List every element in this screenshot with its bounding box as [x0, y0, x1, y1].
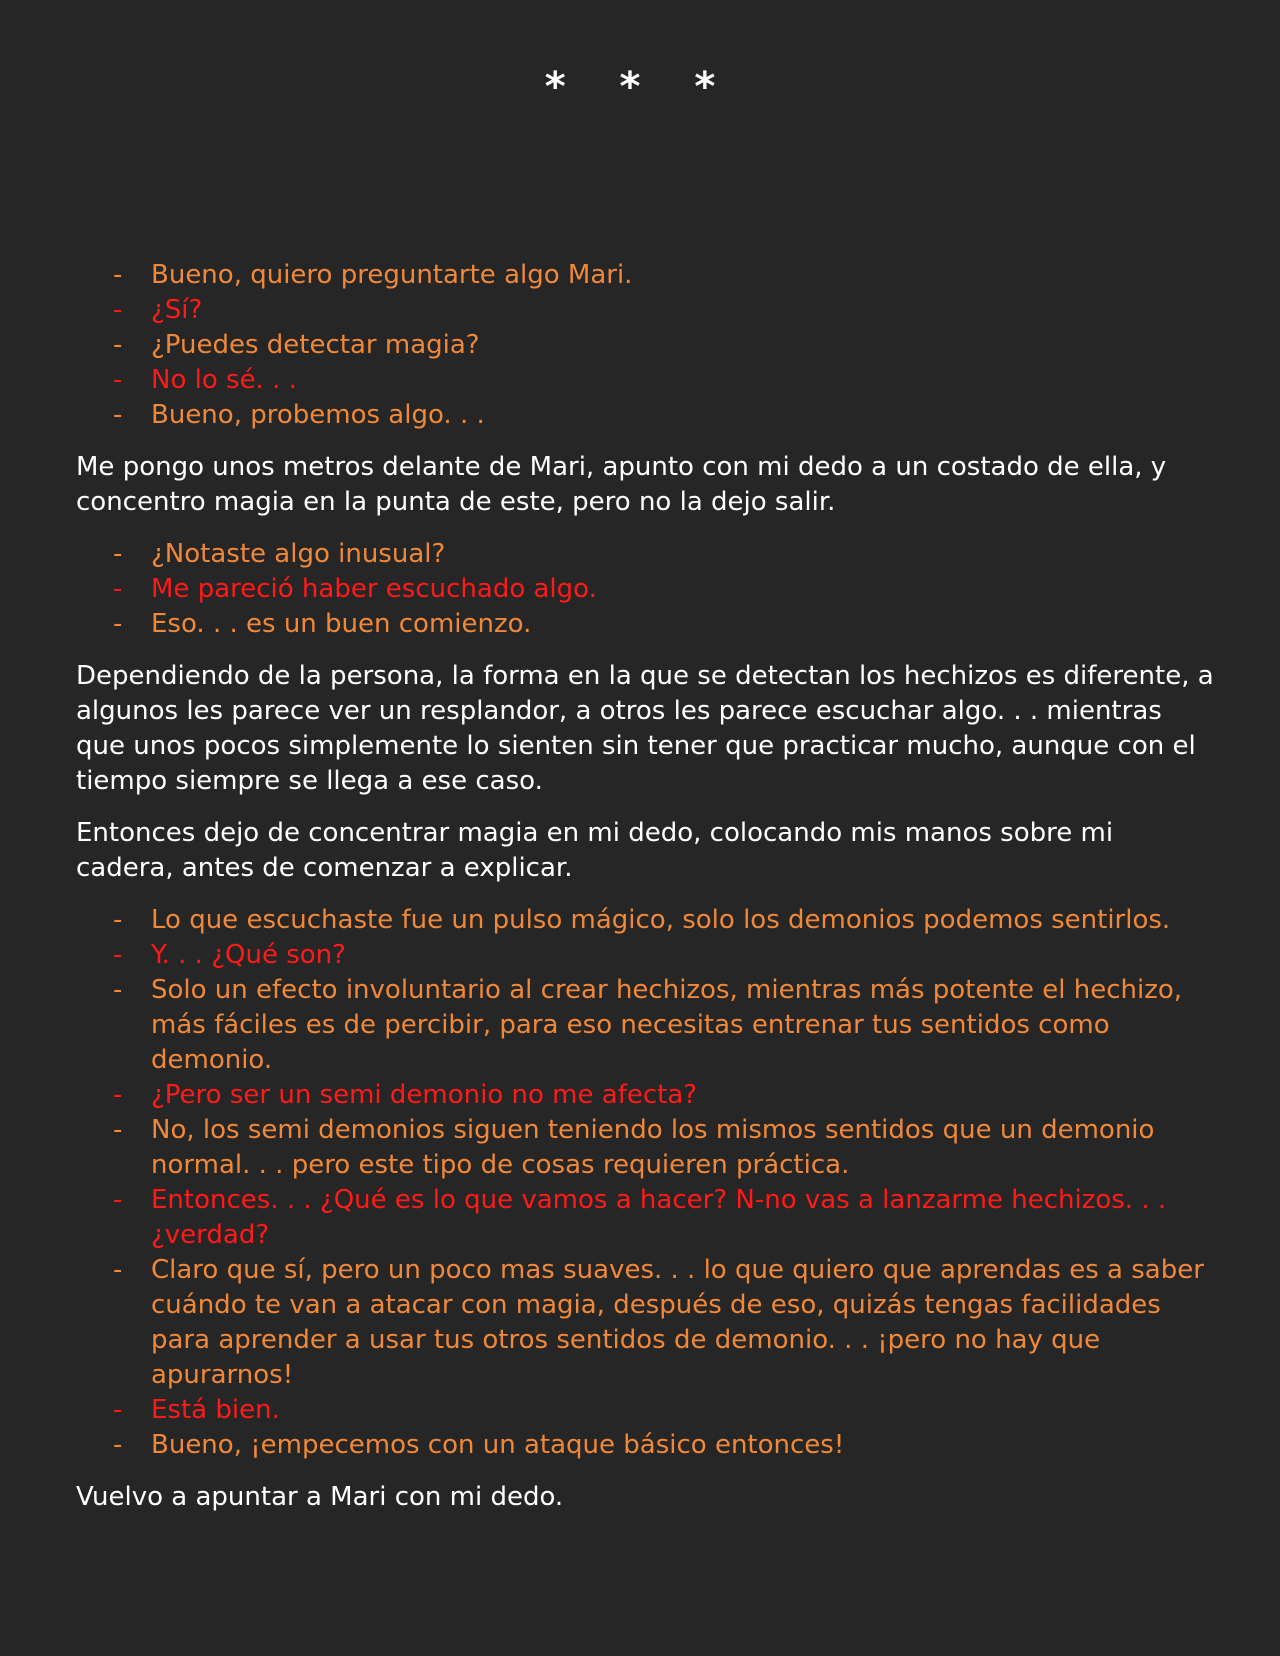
narration-paragraph: Me pongo unos metros delante de Mari, apunto con mi dedo a un costado de ella, y concentro magia en la punta de este, pero no la dejo salir.: [76, 452, 1167, 517]
dialogue-line: [76, 363, 1216, 398]
dialogue-dash: -: [113, 365, 123, 395]
dialogue-line: [76, 572, 1216, 607]
dialogue-line: [76, 903, 1216, 938]
dialogue-dash: -: [113, 1080, 123, 1110]
dialogue-line: [76, 258, 1216, 293]
dialogue-line: [76, 1428, 1216, 1463]
dialogue-text: Bueno, quiero preguntarte algo Mari.: [151, 260, 633, 290]
dialogue-dash: -: [113, 609, 123, 639]
narration-paragraph: Entonces dejo de concentrar magia en mi dedo, colocando mis manos sobre mi cadera, antes de comenzar a explicar.: [76, 818, 1114, 883]
dialogue-text: Solo un efecto involuntario al crear hechizos, mientras más potente el hechizo, más fáciles es de percibir, para eso necesitas entrenar tus sentidos como demonio.: [151, 975, 1183, 1075]
dialogue-text: ¿Notaste algo inusual?: [151, 539, 446, 569]
dialogue-text: No, los semi demonios siguen teniendo los mismos sentidos que un demonio normal. . . pero este tipo de cosas requieren práctica.: [151, 1115, 1155, 1180]
dialogue-dash: -: [113, 400, 123, 430]
dialogue-text: ¿Puedes detectar magia?: [151, 330, 480, 360]
dialogue-dash: -: [113, 1255, 123, 1285]
dialogue-text: Y. . . ¿Qué son?: [151, 940, 346, 970]
dialogue-line: [76, 973, 1216, 1078]
dialogue-line: [76, 1113, 1216, 1183]
dialogue-dash: -: [113, 295, 123, 325]
dialogue-block-2: [76, 537, 1216, 642]
dialogue-line: [76, 1183, 1216, 1253]
dialogue-dash: -: [113, 539, 123, 569]
dialogue-text: Bueno, ¡empecemos con un ataque básico entonces!: [151, 1430, 845, 1460]
dialogue-dash: -: [113, 1185, 123, 1215]
dialogue-line: [76, 293, 1216, 328]
dialogue-line: [76, 938, 1216, 973]
dialogue-line: [76, 328, 1216, 363]
dialogue-line: [76, 1078, 1216, 1113]
dialogue-text: ¿Pero ser un semi demonio no me afecta?: [151, 1080, 698, 1110]
dialogue-block-3: [76, 903, 1216, 1463]
story-content: [76, 258, 1216, 1532]
dialogue-text: Me pareció haber escuchado algo.: [151, 574, 597, 604]
dialogue-line: [76, 1253, 1216, 1393]
dialogue-line: [76, 1393, 1216, 1428]
dialogue-dash: -: [113, 1395, 123, 1425]
dialogue-text: No lo sé. . .: [151, 365, 297, 395]
dialogue-text: Bueno, probemos algo. . .: [151, 400, 485, 430]
dialogue-dash: -: [113, 574, 123, 604]
dialogue-line: [76, 607, 1216, 642]
dialogue-text: Entonces. . . ¿Qué es lo que vamos a hacer? N-no vas a lanzarme hechizos. . . ¿verdad?: [151, 1185, 1167, 1250]
dialogue-text: Claro que sí, pero un poco mas suaves. . . lo que quiero que aprendas es a saber cuándo te van a atacar con magia, después de eso, quizás tengas facilidades para aprender a usar tus otros sentidos de demonio. . . ¡pero no hay que apurarnos!: [151, 1255, 1204, 1390]
dialogue-dash: -: [113, 330, 123, 360]
dialogue-dash: -: [113, 1430, 123, 1460]
dialogue-dash: -: [113, 975, 123, 1005]
dialogue-text: Lo que escuchaste fue un pulso mágico, solo los demonios podemos sentirlos.: [151, 905, 1171, 935]
dialogue-dash: -: [113, 905, 123, 935]
dialogue-dash: -: [113, 940, 123, 970]
dialogue-dash: -: [113, 260, 123, 290]
dialogue-text: ¿Sí?: [151, 295, 203, 325]
dialogue-text: Eso. . . es un buen comienzo.: [151, 609, 532, 639]
dialogue-dash: -: [113, 1115, 123, 1145]
narration-paragraph: Vuelvo a apuntar a Mari con mi dedo.: [76, 1482, 564, 1512]
scene-separator: * * *: [544, 64, 736, 110]
narration-paragraph: Dependiendo de la persona, la forma en la que se detectan los hechizos es diferente, a algunos les parece ver un resplandor, a otros les parece escuchar algo. . . mientras que unos pocos simplemente lo sienten sin tener que practicar mucho, aunque con el tiempo siempre se llega a ese caso.: [76, 661, 1214, 796]
dialogue-line: [76, 398, 1216, 433]
dialogue-block-1: [76, 258, 1216, 433]
dialogue-line: [76, 537, 1216, 572]
dialogue-text: Está bien.: [151, 1395, 280, 1425]
